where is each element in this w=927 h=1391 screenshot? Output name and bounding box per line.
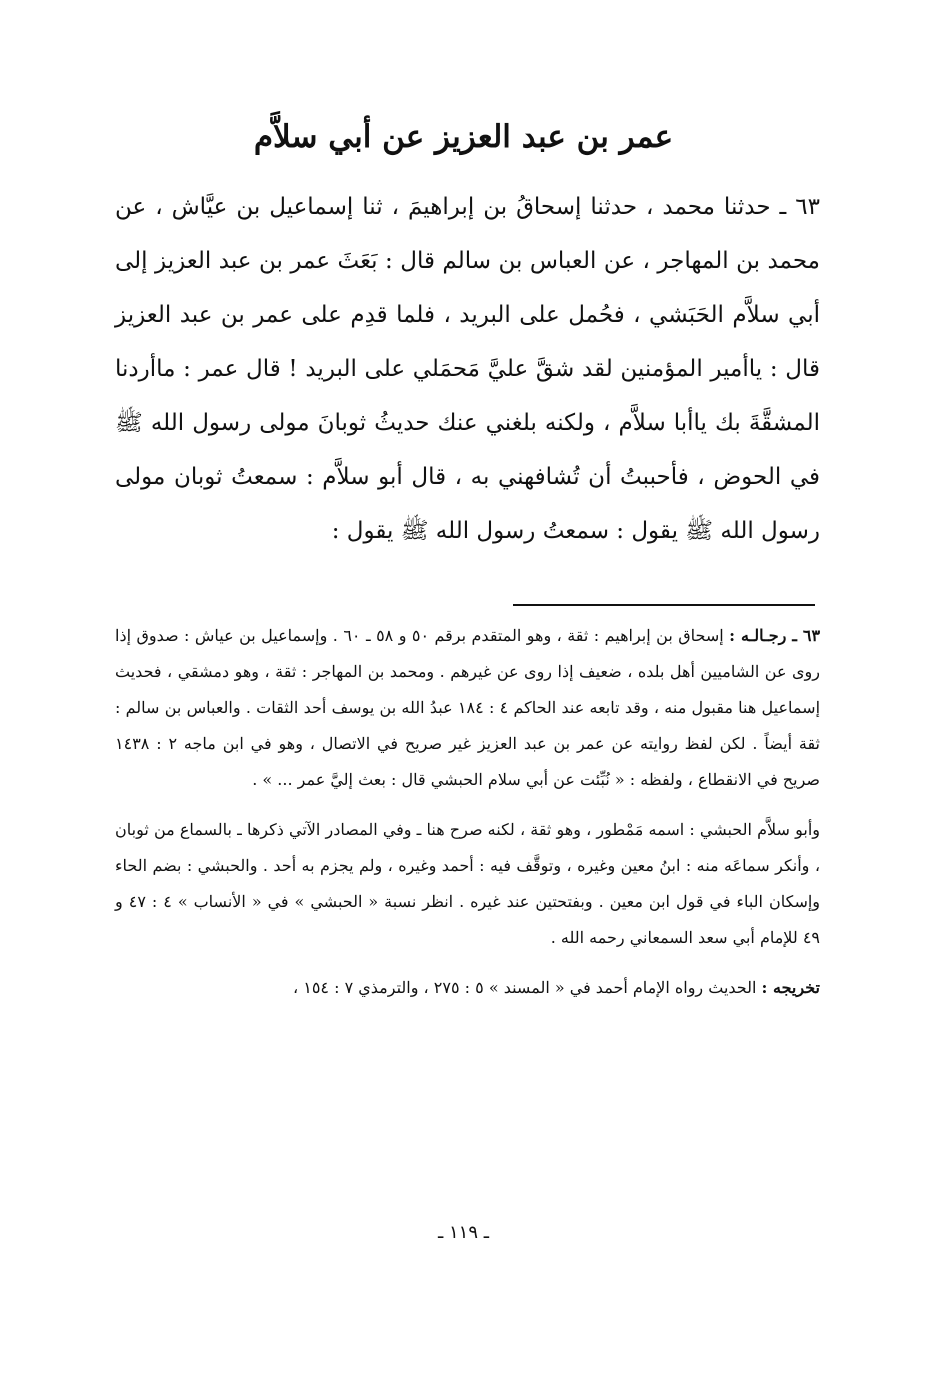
chapter-title: عمر بن عبد العزيز عن أبي سلاَّم bbox=[253, 119, 674, 155]
hadith-body: ـ حدثنا محمد ، حدثنا إسحاقُ بن إبراهيمَ ، ثنا إسماعيل بن عيَّاش ، عن محمد بن المهاجر ، عن العباس بن سالم قال : بَعَثَ عمر بن عبد العزيز إلى أبي سلاَّم الحَبَشي ، فحُمل على البريد ، فلما قدِم على عمر بن عبد العزيز قال : ياأمير المؤمنين لقد شقَّ عليَّ مَحمَلي على البريد ! قال عمر : ماأردنا المشقَّةَ بك ياأبا سلاَّم ، ولكنه بلغني عنك حديثُ ثوبانَ مولى رسول الله ﷺ في الحوض ، فأحببتُ أن تُشافهني به ، قال أبو سلاَّم : سمعتُ ثوبان مولى رسول الله ﷺ يقول : سمعتُ رسول الله ﷺ يقول : bbox=[115, 194, 820, 544]
footnotes bbox=[115, 618, 820, 1006]
footnote-takhrij bbox=[115, 970, 820, 1006]
footnote-abu-sallam: وأبو سلاَّم الحبشي : اسمه مَمْطور ، وهو ثقة ، لكنه صرح هنا ـ وفي المصادر الآتي ذكرها ـ بالسماع من ثوبان ، وأنكر سماعَه منه : ابنُ معين وغيره ، وتوقَّف فيه : أحمد وغيره ، ولم يجزم به أحد . والحبشي : بضم الحاء وإسكان الباء في قول ابن معين . وبفتحتين عند غيره . انظر نسبة « الحبشي » في « الأنساب » ٤ : ٤٧ و ٤٩ للإمام أبي سعد السمعاني رحمه الله . bbox=[115, 820, 821, 947]
footnote-divider bbox=[513, 604, 815, 606]
rijal-text: إسحاق بن إبراهيم : ثقة ، وهو المتقدم برقم ٥٠ و ٥٨ ـ ٦٠ . وإسماعيل بن عياش : صدوق إذا روى عن الشاميين أهل بلده ، ضعيف إذا روى عن غيرهم . ومحمد بن المهاجر : ثقة ، وهو دمشقي ، فحديث إسماعيل هنا مقبول منه ، وقد تابعه عند الحاكم ٤ : ١٨٤ عبدُ الله بن يوسف أحد الثقات . والعباس بن سالم : ثقة أيضاً . لكن لفظ روايته عن عمر بن عبد العزيز غير صريح في الاتصال ، وهو في ابن ماجه ٢ : ١٤٣٨ صريح في الانقطاع ، ولفظه : « نُبِّئت عن أبي سلام الحبشي قال : بعث إليَّ عمر ... » . bbox=[115, 626, 821, 789]
rijal-label: ٦٣ ـ رجـالـه : bbox=[729, 626, 821, 645]
takhrij-text: الحديث رواه الإمام أحمد في « المسند » ٥ : ٢٧٥ ، والترمذي ٧ : ١٥٤ ، bbox=[292, 978, 757, 997]
takhrij-label: تخريجه : bbox=[761, 978, 820, 997]
page-number: ـ ١١٩ ـ bbox=[437, 1222, 489, 1243]
hadith-number: ٦٣ bbox=[795, 194, 820, 220]
hadith-text bbox=[115, 180, 820, 558]
footnote-rijal bbox=[115, 618, 820, 798]
